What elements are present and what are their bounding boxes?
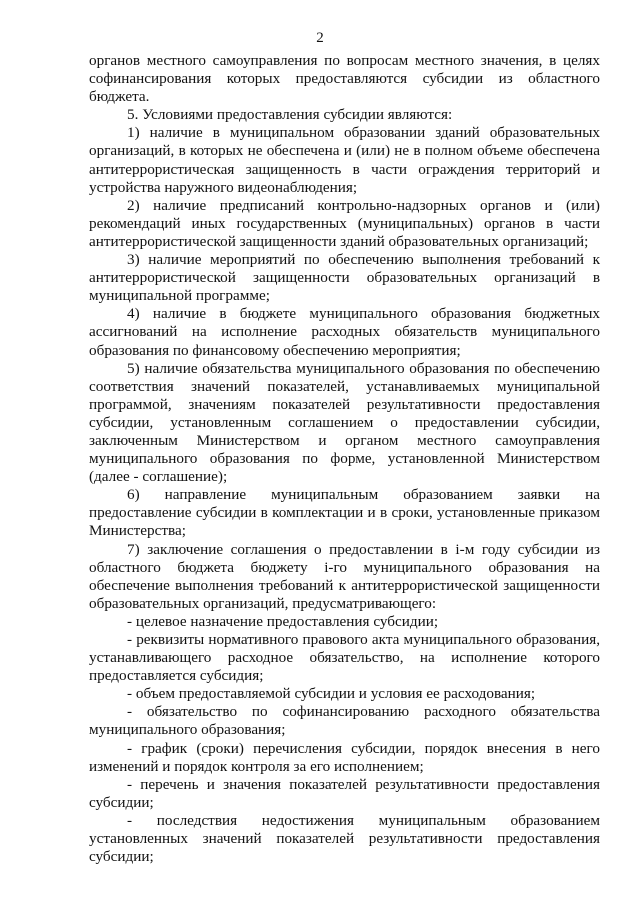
paragraph-condition-5: 5) наличие обязательства муниципального образования по обеспечению соответствия значений показателей, устанавливаемых муниципальной программой, значениям показателей результативности предоставления субсидии, установленным соглашением о предоставлении субсидии, заключенным Министерством и органом местного самоуправления муниципального образования по форме, установленной Министерством (далее - соглашение); <box>89 359 600 486</box>
list-item-amount: - объем предоставляемой субсидии и условия ее расходования; <box>127 685 536 703</box>
page-number: 2 <box>316 30 324 46</box>
paragraph-condition-3: 3) наличие мероприятий по обеспечению выполнения требований к антитеррористической защищенности образовательных организаций в муниципальной программе; <box>89 251 600 305</box>
paragraph-condition-7: 7) заключение соглашения о предоставлении в i-м году субсидии из областного бюджета бюджету i-го муниципального образования на обеспечение выполнения требований к антитеррористической защищенности образовательных организаций, предусматривающего: <box>89 540 600 612</box>
list-item-cofinancing: - обязательство по софинансированию расходного обязательства муниципального образования; <box>89 703 600 739</box>
paragraph-section-5-heading: 5. Условиями предоставления субсидии являются: <box>127 106 453 124</box>
paragraph-condition-1: 1) наличие в муниципальном образовании зданий образовательных организаций, в которых не обеспечена и (или) не в полном объеме обеспечена антитеррористическая защищенность в части ограждения территорий и устройства наружного видеонаблюдения; <box>89 124 600 196</box>
page-body <box>89 52 600 866</box>
list-item-indicators: - перечень и значения показателей результативности предоставления субсидии; <box>89 775 600 811</box>
paragraph-condition-2: 2) наличие предписаний контрольно-надзорных органов и (или) рекомендаций иных государственных (муниципальных) органов в части антитеррористической защищенности зданий образовательных организаций; <box>89 196 600 250</box>
list-item-legal-act: - реквизиты нормативного правового акта муниципального образования, устанавливающего расходное обязательство, на исполнение которого предоставляется субсидия; <box>89 631 600 685</box>
list-item-consequences: - последствия недостижения муниципальным образованием установленных значений показателей результативности предоставления субсидии; <box>89 811 600 866</box>
paragraph-condition-6: 6) направление муниципальным образованием заявки на предоставление субсидии в комплектации и в сроки, установленные приказом Министерства; <box>89 486 600 540</box>
paragraph-continuation: органов местного самоуправления по вопросам местного значения, в целях софинансирования которых предоставляются субсидии из областного бюджета. <box>89 52 600 106</box>
list-item-schedule: - график (сроки) перечисления субсидии, порядок внесения в него изменений и порядок контроля за его исполнением; <box>89 739 600 775</box>
paragraph-condition-4: 4) наличие в бюджете муниципального образования бюджетных ассигнований на исполнение расходных обязательств муниципального образования по финансовому обеспечению мероприятия; <box>89 305 600 359</box>
list-item-purpose: - целевое назначение предоставления субсидии; <box>127 612 439 630</box>
